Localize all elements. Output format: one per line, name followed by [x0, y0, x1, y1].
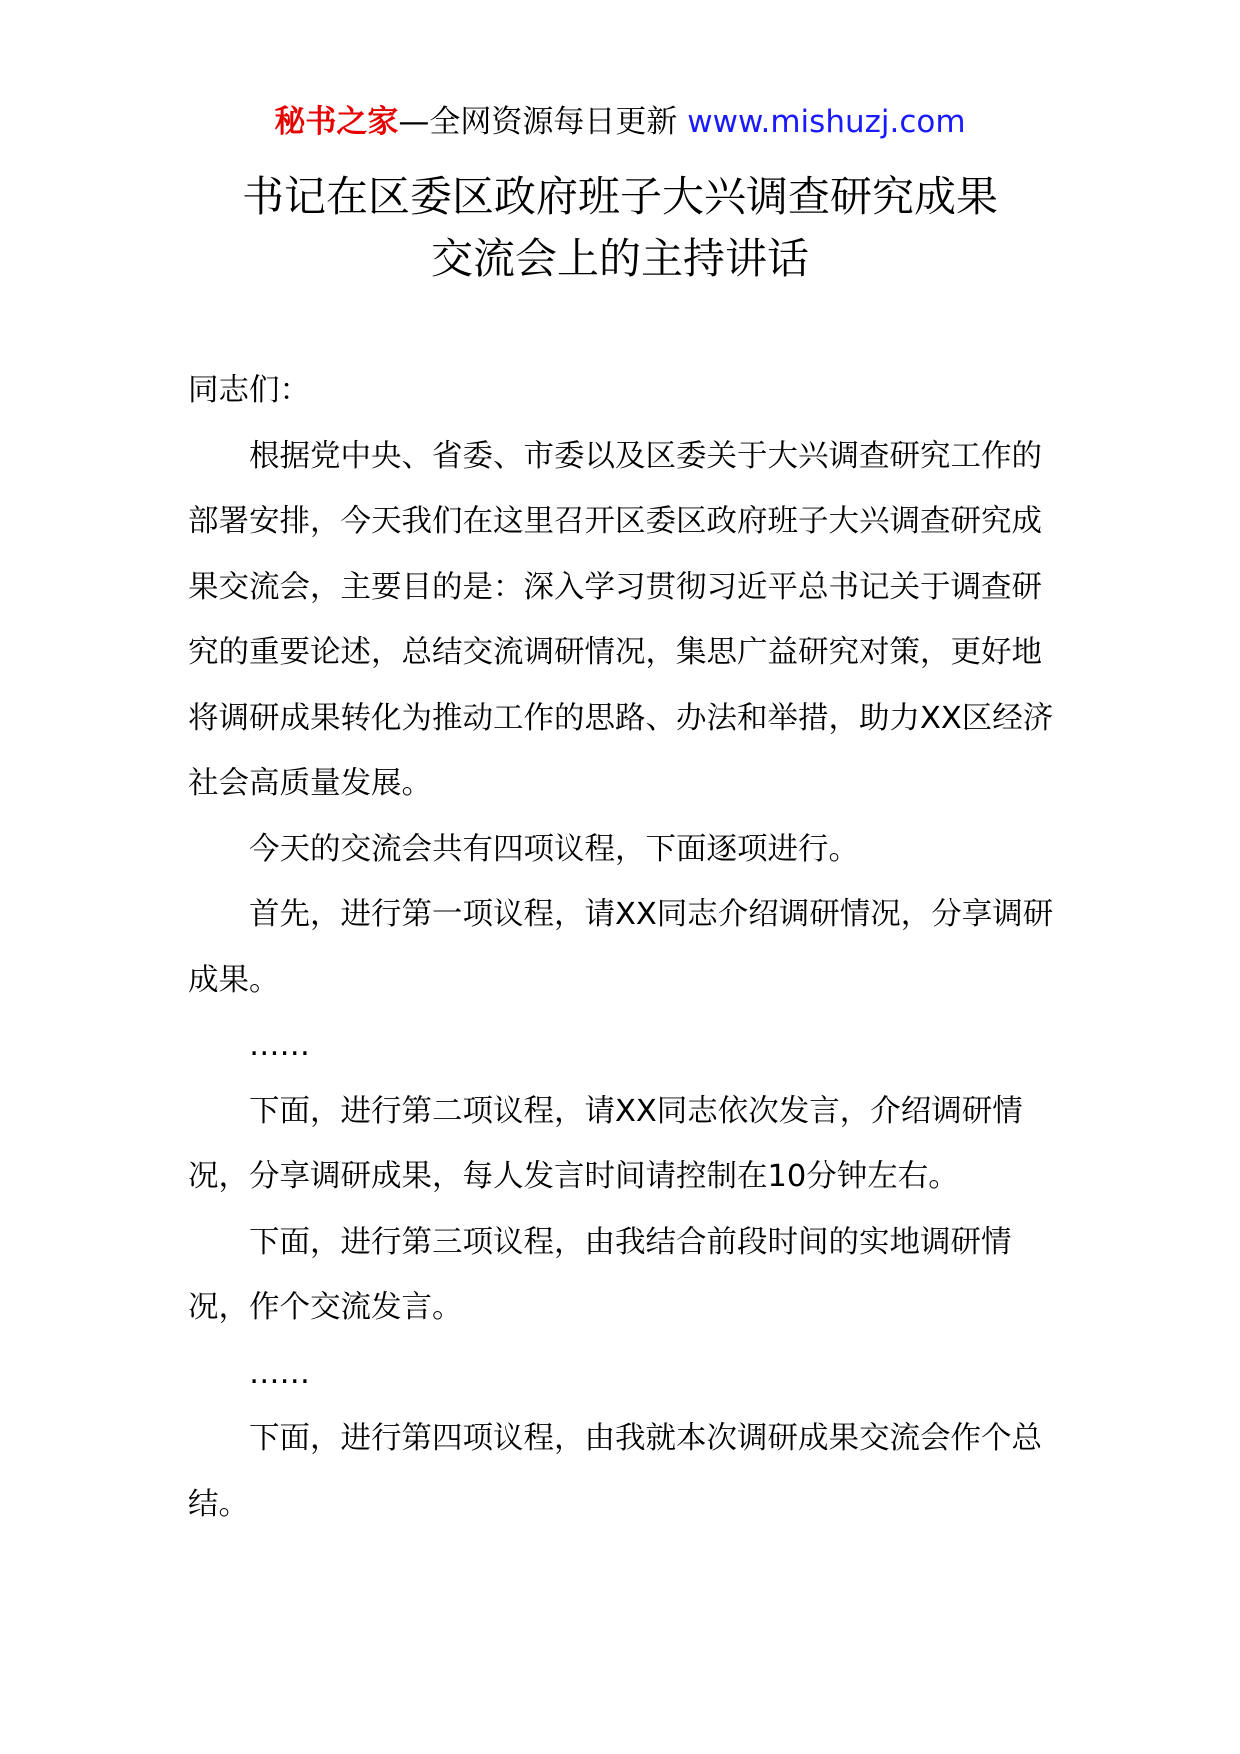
body-paragraph: 下面，进行第三项议程，由我结合前段时间的实地调研情况，作个交流发言。 [188, 1224, 1012, 1325]
site-header [0, 102, 1240, 142]
site-url-link[interactable]: www.mishuzj.com [687, 104, 966, 140]
document-title [160, 166, 1080, 290]
body-paragraph: 下面，进行第二项议程，请XX同志依次发言，介绍调研情况，分享调研成果，每人发言时间请控制在10分钟左右。 [188, 1093, 1023, 1194]
brand-name: 秘书之家 [274, 104, 399, 140]
body-paragraph: 首先，进行第一项议程，请XX同志介绍调研情况，分享调研成果。 [188, 897, 1054, 998]
ellipsis-paragraph: …… [249, 1355, 310, 1391]
body-paragraph: 根据党中央、省委、市委以及区委关于大兴调查研究工作的部署安排，今天我们在这里召开区委区政府班子大兴调查研究成果交流会，主要目的是：深入学习贯彻习近平总书记关于调查研究的重要论述，总结交流调研情况，集思广益研究对策，更好地将调研成果转化为推动工作的思路、办法和举措，助力XX区经济社会高质量发展。 [188, 438, 1054, 801]
body-paragraph: 今天的交流会共有四项议程，下面逐项进行。 [249, 831, 859, 867]
salutation: 同志们： [188, 373, 310, 408]
title-line-1: 书记在区委区政府班子大兴调查研究成果 [241, 172, 998, 221]
body-paragraph: 下面，进行第四项议程，由我就本次调研成果交流会作个总结。 [188, 1421, 1042, 1522]
title-line-2: 交流会上的主持讲话 [430, 234, 809, 283]
header-slogan: —全网资源每日更新 [398, 104, 678, 140]
ellipsis-paragraph: …… [249, 1028, 310, 1063]
document-body [188, 358, 1058, 1537]
